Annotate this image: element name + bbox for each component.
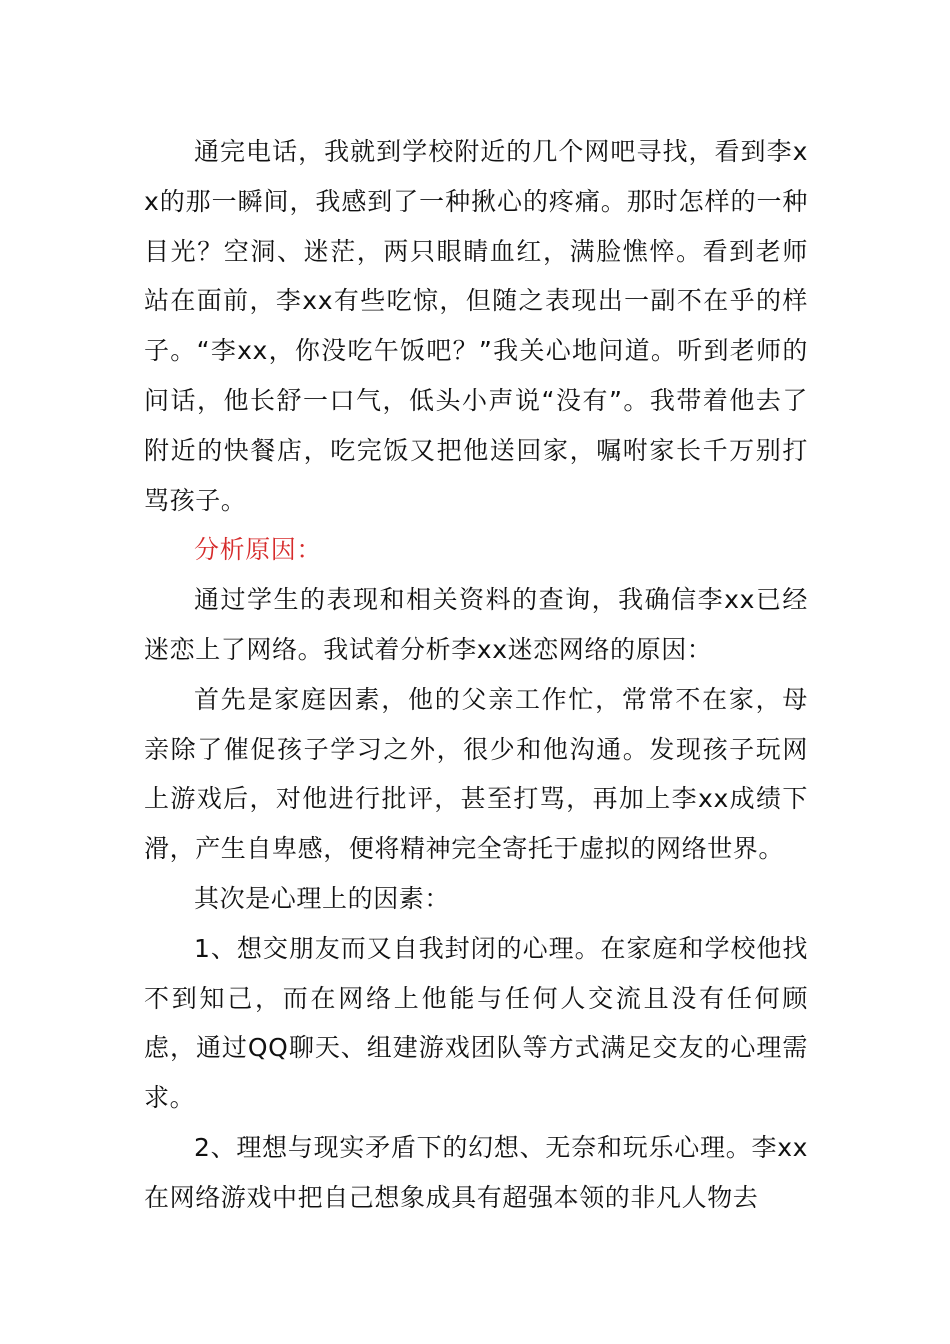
paragraph-point-2: 2、理想与现实矛盾下的幻想、无奈和玩乐心理。李xx在网络游戏中把自己想象成具有超强本领的非凡人物去 bbox=[144, 1132, 808, 1212]
document-body bbox=[144, 127, 808, 1223]
paragraph-internet-addiction: 通过学生的表现和相关资料的查询，我确信李xx已经迷恋上了网络。我试着分析李xx迷恋网络的原因： bbox=[144, 585, 808, 664]
section-heading-analysis: 分析原因： bbox=[194, 535, 323, 565]
paragraph-psychological-factor: 其次是心理上的因素： bbox=[194, 883, 451, 913]
paragraph-family-factor: 首先是家庭因素，他的父亲工作忙，常常不在家，母亲除了催促孩子学习之外，很少和他沟通。发现孩子玩网上游戏后，对他进行批评，甚至打骂，再加上李xx成绩下滑，产生自卑感，便将精神完全寄托于虚拟的网络世界。 bbox=[144, 684, 808, 864]
paragraph-point-1: 1、想交朋友而又自我封闭的心理。在家庭和学校他找不到知己，而在网络上他能与任何人交流且没有任何顾虑，通过QQ聊天、组建游戏团队等方式满足交友的心理需求。 bbox=[144, 933, 808, 1113]
paragraph-phone-search: 通完电话，我就到学校附近的几个网吧寻找，看到李xx的那一瞬间，我感到了一种揪心的疼痛。那时怎样的一种目光？空洞、迷茫，两只眼睛血红，满脸憔悴。看到老师站在面前，李xx有些吃惊，但随之表现出一副不在乎的样子。“李xx，你没吃午饭吧？”我关心地问道。听到老师的问话，他长舒一口气，低头小声说“没有”。我带着他去了附近的快餐店，吃完饭又把他送回家，嘱咐家长千万别打骂孩子。 bbox=[144, 137, 808, 515]
